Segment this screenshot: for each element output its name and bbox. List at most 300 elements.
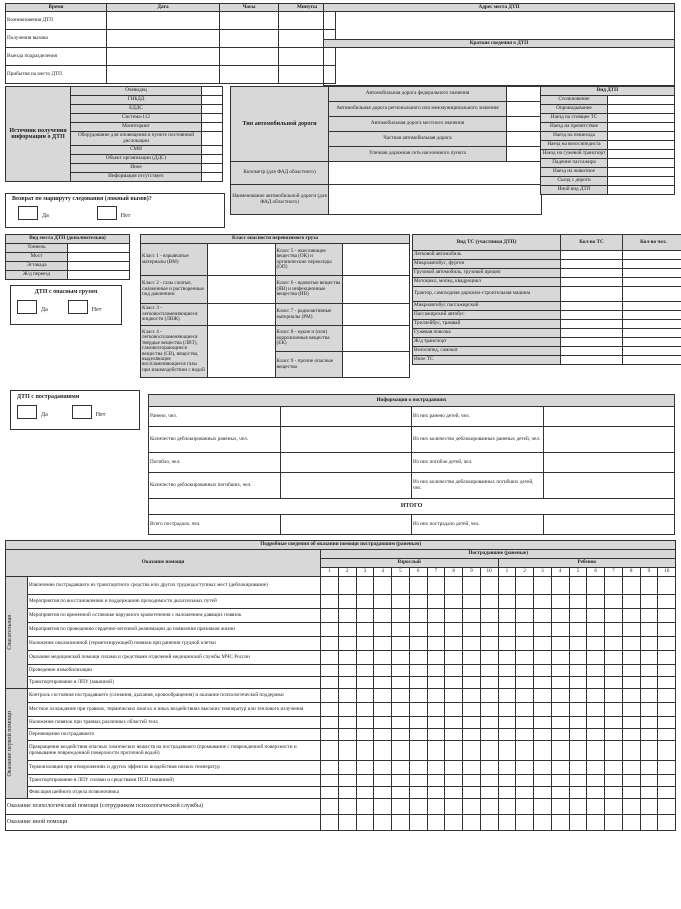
care-cell[interactable] [338,775,356,787]
care-cell[interactable] [338,595,356,609]
care-cell[interactable] [516,609,534,623]
hours-cell[interactable] [220,66,279,84]
care-cell[interactable] [321,703,339,717]
care-cell[interactable] [463,651,481,665]
dtp-type-check[interactable] [608,132,675,141]
road-check[interactable] [507,102,542,117]
care-cell[interactable] [498,799,516,815]
road-check[interactable] [507,132,542,147]
care-cell[interactable] [534,775,552,787]
care-cell[interactable] [445,703,463,717]
care-cell[interactable] [427,717,445,729]
care-cell[interactable] [463,717,481,729]
care-cell[interactable] [480,595,498,609]
care-cell[interactable] [392,665,410,677]
care-cell[interactable] [640,717,658,729]
victims-value[interactable] [543,427,675,453]
care-cell[interactable] [445,799,463,815]
care-cell[interactable] [551,703,569,717]
care-cell[interactable] [392,689,410,703]
date-cell[interactable] [107,66,220,84]
care-cell[interactable] [569,787,587,799]
victims-yes-checkbox[interactable] [17,405,37,419]
care-cell[interactable] [605,787,623,799]
care-cell[interactable] [498,775,516,787]
care-cell[interactable] [658,623,676,637]
care-cell[interactable] [587,775,605,787]
care-cell[interactable] [534,741,552,761]
care-cell[interactable] [622,677,640,689]
care-cell[interactable] [463,689,481,703]
care-cell[interactable] [445,815,463,831]
danger-check[interactable] [208,304,275,326]
care-cell[interactable] [392,637,410,651]
care-cell[interactable] [622,729,640,741]
care-cell[interactable] [551,815,569,831]
care-cell[interactable] [338,609,356,623]
km-field[interactable] [329,162,542,185]
care-cell[interactable] [427,741,445,761]
care-cell[interactable] [622,717,640,729]
care-cell[interactable] [658,637,676,651]
care-cell[interactable] [480,775,498,787]
care-cell[interactable] [480,665,498,677]
care-cell[interactable] [409,577,427,595]
care-cell[interactable] [640,741,658,761]
return-no-checkbox[interactable] [97,206,117,220]
care-cell[interactable] [409,665,427,677]
care-cell[interactable] [658,729,676,741]
care-cell[interactable] [338,577,356,595]
care-cell[interactable] [338,689,356,703]
care-cell[interactable] [480,703,498,717]
care-cell[interactable] [409,729,427,741]
care-cell[interactable] [445,741,463,761]
care-cell[interactable] [658,595,676,609]
care-cell[interactable] [622,609,640,623]
care-cell[interactable] [516,637,534,651]
source-check[interactable] [202,105,223,114]
care-cell[interactable] [605,799,623,815]
place-check[interactable] [68,244,130,253]
care-cell[interactable] [640,703,658,717]
care-cell[interactable] [321,677,339,689]
care-cell[interactable] [658,651,676,665]
care-cell[interactable] [622,577,640,595]
care-cell[interactable] [321,577,339,595]
care-cell[interactable] [534,609,552,623]
care-cell[interactable] [463,577,481,595]
care-cell[interactable] [427,623,445,637]
vehicle-people[interactable] [623,320,681,329]
care-cell[interactable] [427,689,445,703]
care-cell[interactable] [605,703,623,717]
care-cell[interactable] [622,665,640,677]
care-cell[interactable] [640,623,658,637]
care-cell[interactable] [534,717,552,729]
care-cell[interactable] [622,637,640,651]
care-cell[interactable] [516,717,534,729]
care-cell[interactable] [356,775,374,787]
dtp-type-check[interactable] [608,114,675,123]
care-cell[interactable] [551,787,569,799]
care-cell[interactable] [374,717,392,729]
care-cell[interactable] [427,761,445,775]
care-cell[interactable] [338,623,356,637]
care-cell[interactable] [427,651,445,665]
care-cell[interactable] [534,799,552,815]
care-cell[interactable] [480,729,498,741]
care-cell[interactable] [321,637,339,651]
care-cell[interactable] [374,761,392,775]
care-cell[interactable] [356,717,374,729]
care-cell[interactable] [338,665,356,677]
care-cell[interactable] [498,677,516,689]
care-cell[interactable] [409,775,427,787]
care-cell[interactable] [463,729,481,741]
care-cell[interactable] [480,609,498,623]
care-cell[interactable] [640,665,658,677]
care-cell[interactable] [569,623,587,637]
care-cell[interactable] [356,815,374,831]
care-cell[interactable] [498,651,516,665]
care-cell[interactable] [605,761,623,775]
care-cell[interactable] [587,741,605,761]
victims-value[interactable] [280,407,412,427]
care-cell[interactable] [409,595,427,609]
care-cell[interactable] [551,799,569,815]
care-cell[interactable] [463,703,481,717]
care-cell[interactable] [445,689,463,703]
care-cell[interactable] [321,761,339,775]
care-cell[interactable] [551,761,569,775]
care-cell[interactable] [658,775,676,787]
care-cell[interactable] [409,717,427,729]
vehicle-people[interactable] [623,338,681,347]
care-cell[interactable] [516,761,534,775]
care-cell[interactable] [569,689,587,703]
care-cell[interactable] [338,729,356,741]
care-cell[interactable] [374,799,392,815]
care-cell[interactable] [427,665,445,677]
care-cell[interactable] [516,677,534,689]
care-cell[interactable] [463,761,481,775]
care-cell[interactable] [445,623,463,637]
place-check[interactable] [68,271,130,280]
vehicle-people[interactable] [623,287,681,302]
danger-check[interactable] [342,326,409,352]
care-cell[interactable] [569,799,587,815]
care-cell[interactable] [516,799,534,815]
care-cell[interactable] [516,703,534,717]
vehicle-people[interactable] [623,278,681,287]
care-cell[interactable] [498,595,516,609]
source-check[interactable] [202,155,223,164]
care-cell[interactable] [534,577,552,595]
dtp-type-check[interactable] [608,123,675,132]
care-cell[interactable] [605,651,623,665]
care-cell[interactable] [551,577,569,595]
care-cell[interactable] [480,677,498,689]
care-cell[interactable] [640,775,658,787]
care-cell[interactable] [374,609,392,623]
care-cell[interactable] [569,577,587,595]
care-cell[interactable] [356,787,374,799]
care-cell[interactable] [445,651,463,665]
care-cell[interactable] [445,665,463,677]
source-check[interactable] [202,114,223,123]
care-cell[interactable] [658,799,676,815]
victims-value[interactable] [280,473,412,499]
vehicle-people[interactable] [623,251,681,260]
care-cell[interactable] [534,689,552,703]
vehicle-count[interactable] [561,356,623,365]
care-cell[interactable] [605,717,623,729]
date-cell[interactable] [107,48,220,66]
care-cell[interactable] [569,665,587,677]
care-cell[interactable] [498,729,516,741]
care-cell[interactable] [640,689,658,703]
care-cell[interactable] [392,741,410,761]
source-check[interactable] [202,173,223,182]
care-cell[interactable] [516,577,534,595]
date-cell[interactable] [107,30,220,48]
vehicle-people[interactable] [623,356,681,365]
care-cell[interactable] [658,761,676,775]
care-cell[interactable] [427,609,445,623]
care-cell[interactable] [622,799,640,815]
care-cell[interactable] [374,741,392,761]
care-cell[interactable] [392,815,410,831]
date-cell[interactable] [107,12,220,30]
hours-cell[interactable] [220,30,279,48]
care-cell[interactable] [356,623,374,637]
care-cell[interactable] [587,689,605,703]
dtp-type-check[interactable] [608,96,675,105]
care-cell[interactable] [605,815,623,831]
care-cell[interactable] [463,775,481,787]
care-cell[interactable] [356,609,374,623]
source-check[interactable] [202,164,223,173]
care-cell[interactable] [374,729,392,741]
care-cell[interactable] [445,609,463,623]
vehicle-people[interactable] [623,302,681,311]
care-cell[interactable] [587,595,605,609]
care-cell[interactable] [587,651,605,665]
road-name-field[interactable] [329,185,542,215]
care-cell[interactable] [551,729,569,741]
care-cell[interactable] [445,677,463,689]
care-cell[interactable] [374,689,392,703]
care-cell[interactable] [498,665,516,677]
vehicle-count[interactable] [561,260,623,269]
care-cell[interactable] [463,741,481,761]
care-cell[interactable] [551,677,569,689]
road-check[interactable] [507,87,542,102]
care-cell[interactable] [622,741,640,761]
place-check[interactable] [68,262,130,271]
care-cell[interactable] [622,787,640,799]
care-cell[interactable] [409,741,427,761]
care-cell[interactable] [321,665,339,677]
care-cell[interactable] [587,761,605,775]
care-cell[interactable] [427,577,445,595]
vehicle-count[interactable] [561,329,623,338]
care-cell[interactable] [338,815,356,831]
care-cell[interactable] [374,623,392,637]
vehicle-people[interactable] [623,311,681,320]
care-cell[interactable] [551,775,569,787]
care-cell[interactable] [534,729,552,741]
care-cell[interactable] [569,761,587,775]
victims-value[interactable] [543,453,675,473]
care-cell[interactable] [356,729,374,741]
care-cell[interactable] [622,761,640,775]
dtp-type-check[interactable] [608,159,675,168]
care-cell[interactable] [658,741,676,761]
danger-check[interactable] [208,276,275,304]
care-cell[interactable] [605,577,623,595]
care-cell[interactable] [605,595,623,609]
care-cell[interactable] [587,637,605,651]
care-cell[interactable] [463,637,481,651]
care-cell[interactable] [427,703,445,717]
care-cell[interactable] [587,609,605,623]
care-cell[interactable] [427,595,445,609]
care-cell[interactable] [427,799,445,815]
vehicle-count[interactable] [561,278,623,287]
danger-check[interactable] [342,244,409,276]
vehicle-people[interactable] [623,347,681,356]
care-cell[interactable] [392,775,410,787]
care-cell[interactable] [427,815,445,831]
cargo-no-checkbox[interactable] [68,300,88,314]
care-cell[interactable] [321,717,339,729]
care-cell[interactable] [445,595,463,609]
care-cell[interactable] [534,815,552,831]
place-check[interactable] [68,253,130,262]
care-cell[interactable] [640,761,658,775]
source-check[interactable] [202,96,223,105]
care-cell[interactable] [516,741,534,761]
source-check[interactable] [202,132,223,146]
care-cell[interactable] [658,609,676,623]
care-cell[interactable] [640,799,658,815]
care-cell[interactable] [569,815,587,831]
care-cell[interactable] [622,623,640,637]
care-cell[interactable] [534,595,552,609]
care-cell[interactable] [640,677,658,689]
care-cell[interactable] [338,637,356,651]
danger-check[interactable] [342,276,409,304]
danger-check[interactable] [342,352,409,378]
care-cell[interactable] [356,637,374,651]
care-cell[interactable] [409,703,427,717]
care-cell[interactable] [551,609,569,623]
care-cell[interactable] [356,689,374,703]
care-cell[interactable] [569,717,587,729]
care-cell[interactable] [658,577,676,595]
source-check[interactable] [202,123,223,132]
care-cell[interactable] [622,651,640,665]
vehicle-people[interactable] [623,260,681,269]
care-cell[interactable] [622,775,640,787]
care-cell[interactable] [338,741,356,761]
care-cell[interactable] [498,609,516,623]
cargo-yes-checkbox[interactable] [17,300,37,314]
care-cell[interactable] [480,651,498,665]
care-cell[interactable] [622,703,640,717]
care-cell[interactable] [516,689,534,703]
care-cell[interactable] [605,677,623,689]
care-cell[interactable] [427,677,445,689]
care-cell[interactable] [569,729,587,741]
danger-check[interactable] [208,244,275,276]
care-cell[interactable] [516,665,534,677]
vehicle-count[interactable] [561,269,623,278]
care-cell[interactable] [409,761,427,775]
danger-check[interactable] [208,326,275,378]
care-cell[interactable] [409,623,427,637]
vehicle-count[interactable] [561,311,623,320]
care-cell[interactable] [658,665,676,677]
care-cell[interactable] [551,637,569,651]
care-cell[interactable] [551,623,569,637]
care-cell[interactable] [587,729,605,741]
vehicle-people[interactable] [623,269,681,278]
return-yes-checkbox[interactable] [18,206,38,220]
care-cell[interactable] [445,577,463,595]
care-cell[interactable] [445,637,463,651]
care-cell[interactable] [534,703,552,717]
care-cell[interactable] [409,637,427,651]
care-cell[interactable] [392,609,410,623]
care-cell[interactable] [321,623,339,637]
care-cell[interactable] [516,623,534,637]
care-cell[interactable] [321,609,339,623]
care-cell[interactable] [551,717,569,729]
care-cell[interactable] [534,761,552,775]
care-cell[interactable] [534,665,552,677]
care-cell[interactable] [569,741,587,761]
care-cell[interactable] [498,741,516,761]
care-cell[interactable] [392,761,410,775]
dtp-type-check[interactable] [608,141,675,150]
care-cell[interactable] [569,703,587,717]
care-cell[interactable] [605,775,623,787]
care-cell[interactable] [321,799,339,815]
care-cell[interactable] [640,595,658,609]
care-cell[interactable] [569,677,587,689]
vehicle-count[interactable] [561,347,623,356]
care-cell[interactable] [463,595,481,609]
vehicle-count[interactable] [561,251,623,260]
care-cell[interactable] [445,775,463,787]
care-cell[interactable] [463,665,481,677]
care-cell[interactable] [321,815,339,831]
care-cell[interactable] [640,787,658,799]
care-cell[interactable] [658,689,676,703]
care-cell[interactable] [587,677,605,689]
care-cell[interactable] [498,815,516,831]
care-cell[interactable] [374,787,392,799]
care-cell[interactable] [498,689,516,703]
care-cell[interactable] [605,665,623,677]
care-cell[interactable] [392,577,410,595]
care-cell[interactable] [622,689,640,703]
care-cell[interactable] [409,787,427,799]
care-cell[interactable] [392,651,410,665]
